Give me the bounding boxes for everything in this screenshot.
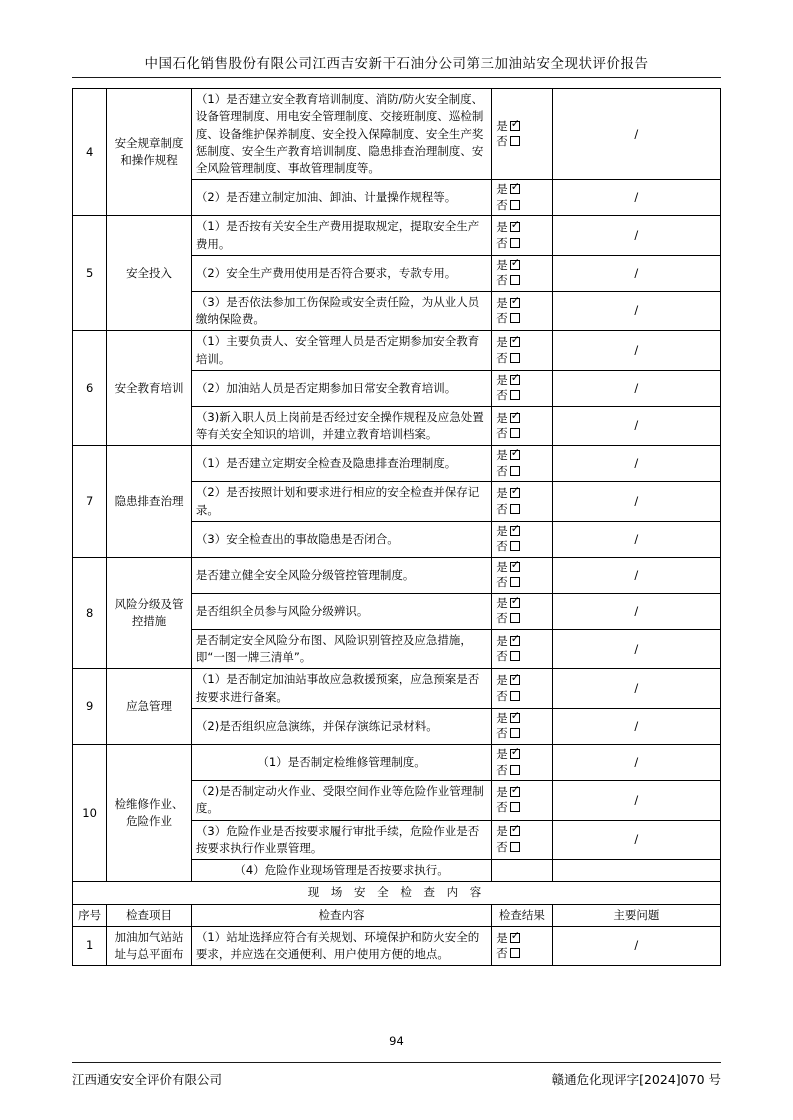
row-issue: / [552, 745, 720, 781]
column-header-item: 检查项目 [107, 904, 192, 926]
row-result[interactable] [492, 820, 552, 860]
row-issue: / [552, 781, 720, 821]
result-no-label: 否 [496, 688, 508, 703]
checkbox-yes[interactable] [510, 675, 520, 685]
section-title: 现 场 安 全 检 查 内 容 [73, 882, 721, 904]
checkbox-yes[interactable] [510, 121, 520, 131]
checkbox-no[interactable] [510, 428, 520, 438]
result-yes-label: 是 [496, 747, 508, 761]
checkbox-yes[interactable] [510, 488, 520, 498]
row-result[interactable] [492, 860, 552, 882]
row-item: 检维修作业、危险作业 [107, 745, 192, 882]
checkbox-no[interactable] [510, 390, 520, 400]
checkbox-no[interactable] [510, 691, 520, 701]
row-number: 5 [73, 216, 107, 331]
row-result[interactable] [492, 216, 552, 256]
row-item: 风险分级及管控措施 [107, 557, 192, 669]
checkbox-no[interactable] [510, 948, 520, 958]
checkbox-no[interactable] [510, 238, 520, 248]
row-result[interactable] [492, 180, 552, 216]
row-result[interactable] [492, 406, 552, 446]
result-yes-label: 是 [496, 930, 508, 945]
row-item: 应急管理 [107, 669, 192, 745]
table-row [73, 446, 721, 482]
column-header-row [73, 904, 721, 926]
page-number: 94 [389, 1034, 404, 1048]
row-result[interactable] [492, 745, 552, 781]
row-result[interactable] [492, 669, 552, 709]
row-result[interactable] [492, 331, 552, 371]
footer-doc-code: 赣通危化现评字[2024]070 号 [551, 1072, 721, 1087]
checkbox-no[interactable] [510, 136, 520, 146]
result-no-label: 否 [496, 426, 508, 441]
table-row [73, 557, 721, 593]
row-issue: / [552, 446, 720, 482]
row-result[interactable] [492, 629, 552, 669]
row-content: （1）是否按有关安全生产费用提取规定，提取安全生产费用。 [191, 216, 491, 256]
row-content: （2)是否组织应急演练，并保存演练记录材料。 [191, 708, 491, 744]
result-no-label: 否 [496, 726, 508, 741]
row-content: （3）安全检查出的事故隐患是否闭合。 [191, 521, 491, 557]
row-issue: / [552, 669, 720, 709]
result-no-label: 否 [496, 839, 508, 854]
result-yes-label: 是 [496, 486, 508, 501]
row-issue: / [552, 629, 720, 669]
checkbox-yes[interactable] [510, 713, 520, 723]
table-row [73, 89, 721, 180]
result-yes-label: 是 [496, 410, 508, 425]
result-no-label: 否 [496, 134, 508, 149]
result-yes-label: 是 [496, 595, 508, 610]
checkbox-no[interactable] [510, 802, 520, 812]
row-content: （4）危险作业现场管理是否按要求执行。 [191, 860, 491, 882]
column-header-no: 序号 [73, 904, 107, 926]
row-issue: / [552, 331, 720, 371]
checkbox-no[interactable] [510, 728, 520, 738]
row-issue: / [552, 89, 720, 180]
result-yes-label: 是 [496, 559, 508, 574]
column-header-result: 检查结果 [492, 904, 552, 926]
checkbox-no[interactable] [510, 577, 520, 587]
row-content: （1）站址选择应符合有关规划、环境保护和防火安全的要求，并应选在交通便利、用户使用方便的地点。 [191, 926, 491, 966]
footer-divider [72, 1062, 721, 1063]
row-item: 安全教育培训 [107, 331, 192, 446]
page-header: 中国石化销售股份有限公司江西吉安新干石油分公司第三加油站安全现状评价报告 [72, 52, 721, 78]
result-no-label: 否 [496, 575, 508, 590]
result-yes-label: 是 [496, 295, 508, 310]
row-issue: / [552, 482, 720, 522]
checkbox-no[interactable] [510, 466, 520, 476]
result-no-label: 否 [496, 273, 508, 288]
row-result[interactable] [492, 255, 552, 291]
row-number: 1 [73, 926, 107, 966]
result-no-label: 否 [496, 649, 508, 664]
row-issue: / [552, 370, 720, 406]
checkbox-no[interactable] [510, 651, 520, 661]
document-body [72, 88, 721, 966]
row-content: 是否组织全员参与风险分级辨识。 [191, 593, 491, 629]
row-content: （1）主要负责人、安全管理人员是否定期参加安全教育培训。 [191, 331, 491, 371]
result-no-label: 否 [496, 311, 508, 326]
checkbox-yes[interactable] [510, 450, 520, 460]
result-no-label: 否 [496, 235, 508, 250]
row-issue: / [552, 926, 720, 966]
result-yes-label: 是 [496, 220, 508, 235]
row-content: （3)新入职人员上岗前是否经过安全操作规程及应急处置等有关安全知识的培训，并建立教育培训档案。 [191, 406, 491, 446]
row-issue: / [552, 708, 720, 744]
checkbox-yes[interactable] [510, 298, 520, 308]
column-header-content: 检查内容 [191, 904, 491, 926]
checklist-table [72, 88, 721, 966]
checkbox-yes[interactable] [510, 636, 520, 646]
result-yes-label: 是 [496, 523, 508, 538]
row-result[interactable] [492, 482, 552, 522]
row-content: （3）危险作业是否按要求履行审批手续，危险作业是否按要求执行作业票管理。 [191, 820, 491, 860]
row-issue: / [552, 820, 720, 860]
row-content: （3）是否依法参加工伤保险或安全责任险，为从业人员缴纳保险费。 [191, 291, 491, 331]
checkbox-no[interactable] [510, 504, 520, 514]
row-issue: / [552, 216, 720, 256]
checkbox-yes[interactable] [510, 787, 520, 797]
row-result[interactable] [492, 781, 552, 821]
row-result[interactable] [492, 446, 552, 482]
row-result[interactable] [492, 89, 552, 180]
row-item: 安全规章制度和操作规程 [107, 89, 192, 216]
result-no-label: 否 [496, 388, 508, 403]
table-row [73, 669, 721, 709]
row-content: （1）是否制定检维修管理制度。 [191, 745, 491, 781]
row-issue: / [552, 180, 720, 216]
row-number: 6 [73, 331, 107, 446]
checkbox-yes[interactable] [510, 222, 520, 232]
table-row [73, 216, 721, 256]
row-content: （2）加油站人员是否定期参加日常安全教育培训。 [191, 370, 491, 406]
result-no-label: 否 [496, 197, 508, 212]
result-yes-label: 是 [496, 182, 508, 197]
row-result[interactable] [492, 926, 552, 966]
result-no-label: 否 [496, 800, 508, 815]
row-result[interactable] [492, 370, 552, 406]
table-row [73, 745, 721, 781]
row-result[interactable] [492, 593, 552, 629]
result-yes-label: 是 [496, 257, 508, 272]
result-no-label: 否 [496, 539, 508, 554]
checkbox-yes[interactable] [510, 413, 520, 423]
row-content: 是否建立健全安全风险分级管控管理制度。 [191, 557, 491, 593]
checkbox-no[interactable] [510, 765, 520, 775]
row-item: 加油加气站站址与总平面布 [107, 926, 192, 966]
table-row [73, 331, 721, 371]
checkbox-yes[interactable] [510, 526, 520, 536]
result-no-label: 否 [496, 762, 508, 777]
row-result[interactable] [492, 557, 552, 593]
row-content: （1）是否建立安全教育培训制度、消防/防火安全制度、设备管理制度、用电安全管理制度、交接班制度、巡检制度、设备维护保养制度、安全投入保障制度、安全生产奖惩制度、安全生产教育培训制度、隐患排查治理制度、安全风险管理制度、事故管理制度等。 [191, 89, 491, 180]
result-no-label: 否 [496, 501, 508, 516]
row-content: （2）是否按照计划和要求进行相应的安全检查并保存记录。 [191, 482, 491, 522]
row-number: 4 [73, 89, 107, 216]
row-item: 隐患排查治理 [107, 446, 192, 558]
checkbox-yes[interactable] [510, 375, 520, 385]
row-item: 安全投入 [107, 216, 192, 331]
result-yes-label: 是 [496, 633, 508, 648]
checkbox-no[interactable] [510, 275, 520, 285]
result-yes-label: 是 [496, 372, 508, 387]
row-number: 10 [73, 745, 107, 882]
row-issue: / [552, 255, 720, 291]
footer-company: 江西通安安全评价有限公司 [72, 1072, 223, 1087]
row-content: （2)是否制定动火作业、受限空间作业等危险作业管理制度。 [191, 781, 491, 821]
checkbox-yes[interactable] [510, 933, 520, 943]
checkbox-yes[interactable] [510, 749, 520, 759]
row-number: 9 [73, 669, 107, 745]
row-issue: / [552, 406, 720, 446]
checkbox-no[interactable] [510, 613, 520, 623]
checkbox-yes[interactable] [510, 826, 520, 836]
row-issue: / [552, 521, 720, 557]
checkbox-yes[interactable] [510, 562, 520, 572]
row-content: （1）是否建立定期安全检查及隐患排查治理制度。 [191, 446, 491, 482]
checkbox-yes[interactable] [510, 260, 520, 270]
checkbox-yes[interactable] [510, 598, 520, 608]
result-yes-label: 是 [496, 448, 508, 463]
section-title-row [73, 882, 721, 904]
checkbox-no[interactable] [510, 353, 520, 363]
table-row [73, 926, 721, 966]
row-content: （1）是否制定加油站事故应急救援预案，应急预案是否按要求进行备案。 [191, 669, 491, 709]
row-result[interactable] [492, 521, 552, 557]
result-no-label: 否 [496, 946, 508, 961]
checkbox-no[interactable] [510, 200, 520, 210]
result-no-label: 否 [496, 611, 508, 626]
row-content: （2）是否建立制定加油、卸油、计量操作规程等。 [191, 180, 491, 216]
result-yes-label: 是 [496, 118, 508, 133]
checkbox-no[interactable] [510, 541, 520, 551]
row-result[interactable] [492, 291, 552, 331]
result-yes-label: 是 [496, 710, 508, 725]
result-yes-label: 是 [496, 673, 508, 688]
row-result[interactable] [492, 708, 552, 744]
result-yes-label: 是 [496, 335, 508, 350]
result-no-label: 否 [496, 350, 508, 365]
row-issue: / [552, 291, 720, 331]
row-number: 8 [73, 557, 107, 669]
checkbox-yes[interactable] [510, 337, 520, 347]
row-content: 是否制定安全风险分布图、风险识别管控及应急措施，即“一图一牌三清单”。 [191, 629, 491, 669]
row-content: （2）安全生产费用使用是否符合要求，专款专用。 [191, 255, 491, 291]
checkbox-no[interactable] [510, 313, 520, 323]
row-number: 7 [73, 446, 107, 558]
checkbox-no[interactable] [510, 842, 520, 852]
row-issue [552, 860, 720, 882]
result-yes-label: 是 [496, 784, 508, 799]
row-issue: / [552, 557, 720, 593]
result-no-label: 否 [496, 463, 508, 478]
row-issue: / [552, 593, 720, 629]
column-header-issue: 主要问题 [552, 904, 720, 926]
page-footer [72, 1070, 721, 1088]
checkbox-yes[interactable] [510, 184, 520, 194]
result-yes-label: 是 [496, 824, 508, 839]
